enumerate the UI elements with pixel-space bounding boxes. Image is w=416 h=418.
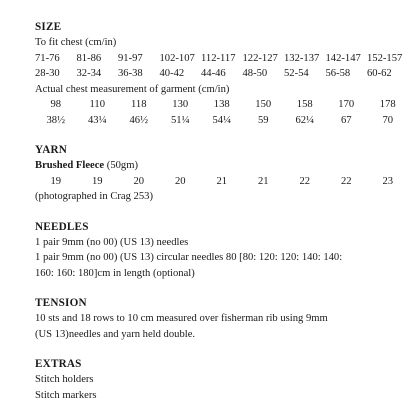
fit-cm-cell: 91-97	[118, 52, 143, 64]
fit-in-cell: 60-62	[367, 68, 392, 79]
actual-in-cell: 59	[257, 114, 269, 126]
fit-in-cell: 52-54	[284, 68, 309, 79]
tension-line: 10 sts and 18 rows to 10 cm measured over fisherman rib using 9mm	[35, 313, 328, 324]
fit-cm-cell: 71-76	[35, 52, 60, 64]
actual-chest-in-row	[35, 113, 413, 129]
extras-item: Stitch holders	[35, 374, 94, 385]
fit-cm-cell: 122-127	[242, 52, 278, 64]
tension-line: (US 13)needles and yarn held double.	[35, 328, 196, 340]
yarn-section	[35, 143, 413, 205]
yarn-balls-cell: 21	[216, 175, 228, 187]
fit-chest-cm-row	[35, 51, 413, 67]
actual-cm-cell: 158	[296, 99, 313, 110]
tension-heading: TENSION	[35, 297, 87, 309]
fit-in-cell: 32-34	[76, 68, 102, 79]
yarn-balls-cell: 21	[257, 175, 269, 187]
tension-section	[35, 296, 413, 342]
actual-cm-cell: 138	[213, 99, 230, 110]
actual-cm-cell: 150	[255, 99, 272, 110]
fit-in-cell: 40-42	[159, 68, 185, 79]
yarn-balls-cell: 19	[50, 175, 62, 187]
actual-in-cell: 54¼	[212, 114, 232, 126]
fit-chest-in-row	[35, 66, 413, 82]
fit-cm-cell: 81-86	[76, 52, 102, 64]
actual-in-cell: 38½	[46, 114, 66, 126]
actual-cm-cell: 178	[379, 99, 396, 110]
yarn-balls-cell: 23	[382, 175, 394, 187]
actual-in-cell: 67	[340, 114, 352, 126]
fit-chest-label: To fit chest (cm/in)	[35, 37, 117, 48]
fit-cm-cell: 132-137	[284, 52, 320, 64]
fit-in-cell: 28-30	[35, 68, 60, 79]
actual-cm-cell: 118	[131, 99, 147, 110]
actual-chest-label: Actual chest measurement of garment (cm/in)	[35, 83, 230, 95]
fit-cm-cell: 102-107	[159, 52, 195, 64]
actual-in-cell: 70	[382, 114, 394, 126]
fit-in-cell: 48-50	[242, 68, 268, 79]
fit-in-cell: 56-58	[325, 68, 351, 79]
fit-cm-cell: 112-117	[201, 52, 236, 64]
actual-cm-cell: 110	[89, 99, 105, 110]
actual-in-cell: 51¼	[170, 114, 190, 126]
yarn-balls-cell: 20	[174, 175, 186, 187]
needles-line: 160: 160: 180]cm in length (optional)	[35, 267, 195, 279]
extras-section	[35, 357, 413, 403]
actual-cm-cell: 98	[50, 99, 62, 110]
needles-heading: NEEDLES	[35, 220, 89, 233]
actual-in-cell: 43¼	[87, 114, 107, 126]
actual-chest-cm-row	[35, 97, 413, 113]
yarn-balls-cell: 22	[340, 175, 352, 187]
fit-cm-cell: 142-147	[325, 52, 361, 64]
yarn-heading: YARN	[35, 144, 68, 156]
yarn-balls-cell: 22	[299, 175, 311, 187]
yarn-weight: (50gm)	[106, 160, 138, 171]
yarn-balls-cell: 19	[91, 175, 103, 187]
actual-cm-cell: 130	[172, 99, 189, 110]
fit-cm-cell: 152-157	[367, 52, 403, 64]
yarn-name: Brushed Fleece	[35, 160, 105, 171]
needles-line: 1 pair 9mm (no 00) (US 13) needles	[35, 236, 189, 248]
yarn-balls-row	[35, 174, 413, 190]
yarn-balls-cell: 20	[133, 175, 145, 187]
yarn-note: (photographed in Crag 253)	[35, 191, 153, 202]
fit-in-cell: 44-46	[201, 68, 226, 79]
extras-item: Stitch markers	[35, 389, 97, 401]
actual-in-cell: 62¼	[295, 114, 315, 126]
size-heading: SIZE	[35, 21, 62, 33]
actual-cm-cell: 170	[338, 99, 355, 110]
extras-heading: EXTRAS	[35, 358, 82, 370]
yarn-name-line	[35, 158, 413, 174]
actual-in-cell: 46½	[129, 114, 149, 126]
fit-in-cell: 36-38	[118, 68, 143, 79]
needles-line: 1 pair 9mm (no 00) (US 13) circular needles 80 [80: 120: 120: 140: 140:	[35, 252, 343, 263]
needles-section	[35, 220, 413, 282]
size-section	[35, 20, 413, 128]
pattern-info-page	[35, 20, 413, 418]
